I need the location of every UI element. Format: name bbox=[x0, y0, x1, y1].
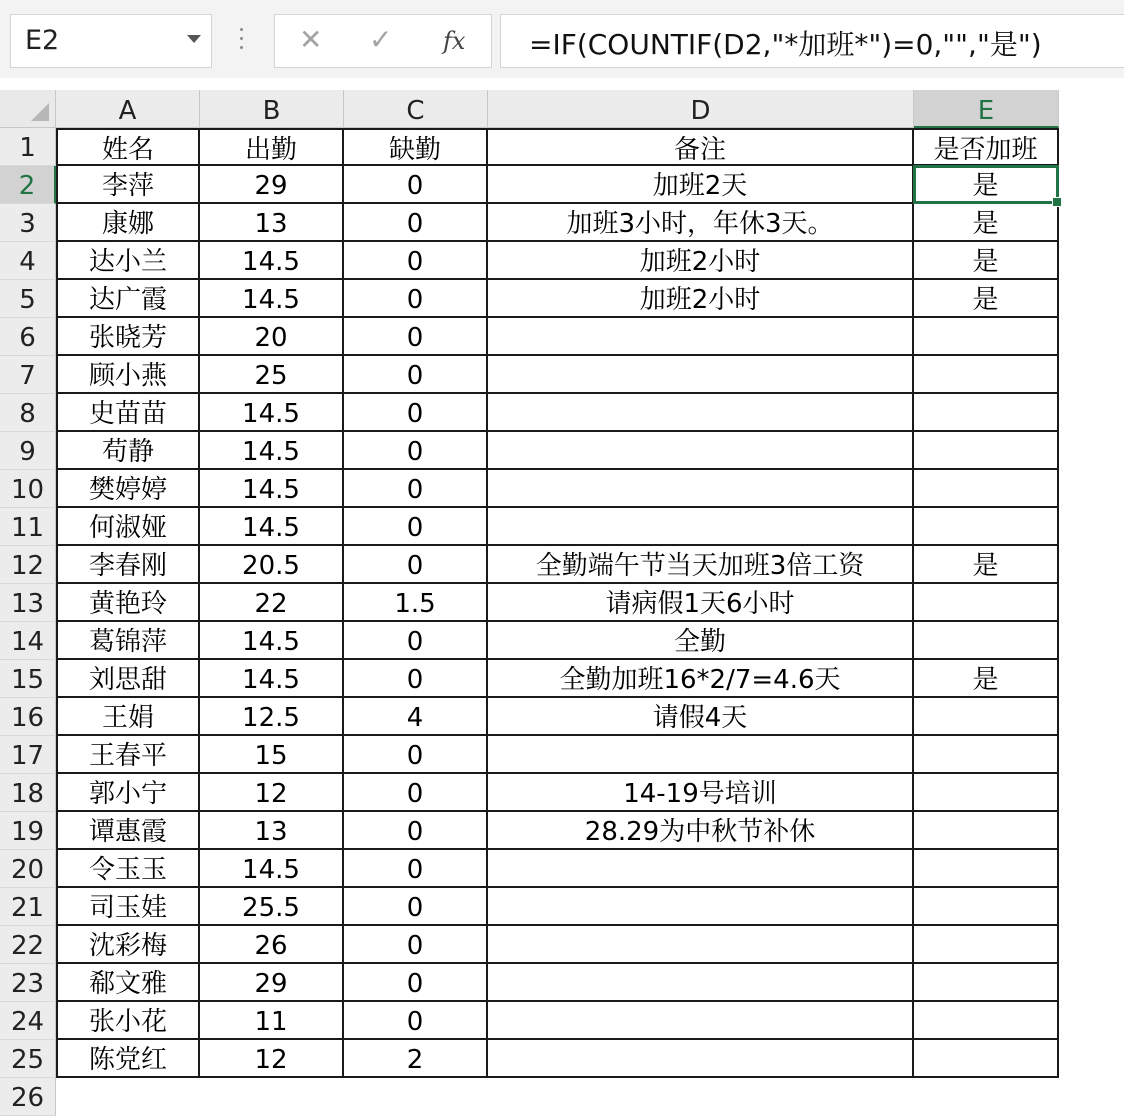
cell-a26[interactable] bbox=[56, 1078, 200, 1116]
cell-e12[interactable]: 是 bbox=[914, 546, 1059, 584]
cell-d21[interactable] bbox=[488, 888, 914, 926]
cell-c9[interactable]: 0 bbox=[344, 432, 488, 470]
row-header-6[interactable]: 6 bbox=[0, 318, 56, 356]
cell-e23[interactable] bbox=[914, 964, 1059, 1002]
cell-e19[interactable] bbox=[914, 812, 1059, 850]
cell-b21[interactable]: 25.5 bbox=[200, 888, 344, 926]
cell-c1[interactable]: 缺勤 bbox=[344, 128, 488, 166]
formula-bar bbox=[0, 0, 1124, 78]
row-header-24[interactable]: 24 bbox=[0, 1002, 56, 1040]
row-header-8[interactable]: 8 bbox=[0, 394, 56, 432]
select-all-icon bbox=[31, 103, 49, 121]
row-header-7[interactable]: 7 bbox=[0, 356, 56, 394]
cell-c2[interactable]: 0 bbox=[344, 166, 488, 204]
cell-d14[interactable]: 全勤 bbox=[488, 622, 914, 660]
insert-function-icon[interactable]: fx bbox=[443, 27, 466, 55]
row-header-13[interactable]: 13 bbox=[0, 584, 56, 622]
cell-b20[interactable]: 14.5 bbox=[200, 850, 344, 888]
row-header-26[interactable]: 26 bbox=[0, 1078, 56, 1116]
cell-a9[interactable]: 苟静 bbox=[56, 432, 200, 470]
cell-e18[interactable] bbox=[914, 774, 1059, 812]
row-header-19[interactable]: 19 bbox=[0, 812, 56, 850]
row-header-15[interactable]: 15 bbox=[0, 660, 56, 698]
cell-d23[interactable] bbox=[488, 964, 914, 1002]
row-header-25[interactable]: 25 bbox=[0, 1040, 56, 1078]
row-header-11[interactable]: 11 bbox=[0, 508, 56, 546]
cell-a1[interactable]: 姓名 bbox=[56, 128, 200, 166]
cell-a8[interactable]: 史苗苗 bbox=[56, 394, 200, 432]
row-header-14[interactable]: 14 bbox=[0, 622, 56, 660]
cell-b13[interactable]: 22 bbox=[200, 584, 344, 622]
cell-c26[interactable] bbox=[344, 1078, 488, 1116]
cell-e16[interactable] bbox=[914, 698, 1059, 736]
cell-d17[interactable] bbox=[488, 736, 914, 774]
row-header-16[interactable]: 16 bbox=[0, 698, 56, 736]
cell-d22[interactable] bbox=[488, 926, 914, 964]
cell-d16[interactable]: 请假4天 bbox=[488, 698, 914, 736]
cell-b3[interactable]: 13 bbox=[200, 204, 344, 242]
cell-e9[interactable] bbox=[914, 432, 1059, 470]
cell-e8[interactable] bbox=[914, 394, 1059, 432]
cell-b23[interactable]: 29 bbox=[200, 964, 344, 1002]
drag-handle-icon[interactable] bbox=[240, 28, 244, 52]
cell-d26[interactable] bbox=[488, 1078, 914, 1116]
cell-b9[interactable]: 14.5 bbox=[200, 432, 344, 470]
column-header-d[interactable]: D bbox=[488, 90, 914, 128]
cell-e26[interactable] bbox=[914, 1078, 1059, 1116]
cell-d12[interactable]: 全勤端午节当天加班3倍工资 bbox=[488, 546, 914, 584]
cell-e3[interactable]: 是 bbox=[914, 204, 1059, 242]
cell-e20[interactable] bbox=[914, 850, 1059, 888]
cell-d9[interactable] bbox=[488, 432, 914, 470]
cell-a22[interactable]: 沈彩梅 bbox=[56, 926, 200, 964]
cell-e4[interactable]: 是 bbox=[914, 242, 1059, 280]
column-header-c[interactable]: C bbox=[344, 90, 488, 128]
cell-b14[interactable]: 14.5 bbox=[200, 622, 344, 660]
cell-e13[interactable] bbox=[914, 584, 1059, 622]
cell-c22[interactable]: 0 bbox=[344, 926, 488, 964]
cell-b12[interactable]: 20.5 bbox=[200, 546, 344, 584]
column-header-b[interactable]: B bbox=[200, 90, 344, 128]
cell-a11[interactable]: 何淑娅 bbox=[56, 508, 200, 546]
cell-b10[interactable]: 14.5 bbox=[200, 470, 344, 508]
cell-e21[interactable] bbox=[914, 888, 1059, 926]
cell-e22[interactable] bbox=[914, 926, 1059, 964]
cell-a24[interactable]: 张小花 bbox=[56, 1002, 200, 1040]
cell-b15[interactable]: 14.5 bbox=[200, 660, 344, 698]
row-header-5[interactable]: 5 bbox=[0, 280, 56, 318]
cell-a17[interactable]: 王春平 bbox=[56, 736, 200, 774]
cell-b4[interactable]: 14.5 bbox=[200, 242, 344, 280]
cell-c17[interactable]: 0 bbox=[344, 736, 488, 774]
row-header-17[interactable]: 17 bbox=[0, 736, 56, 774]
cell-a13[interactable]: 黄艳玲 bbox=[56, 584, 200, 622]
cell-b11[interactable]: 14.5 bbox=[200, 508, 344, 546]
name-box-value: E2 bbox=[25, 25, 60, 56]
row-header-20[interactable]: 20 bbox=[0, 850, 56, 888]
row-header-23[interactable]: 23 bbox=[0, 964, 56, 1002]
cell-c15[interactable]: 0 bbox=[344, 660, 488, 698]
cell-d25[interactable] bbox=[488, 1040, 914, 1078]
cell-d6[interactable] bbox=[488, 318, 914, 356]
cell-a4[interactable]: 达小兰 bbox=[56, 242, 200, 280]
cell-e25[interactable] bbox=[914, 1040, 1059, 1078]
row-header-10[interactable]: 10 bbox=[0, 470, 56, 508]
formula-buttons bbox=[274, 14, 492, 68]
cell-c6[interactable]: 0 bbox=[344, 318, 488, 356]
row-header-12[interactable]: 12 bbox=[0, 546, 56, 584]
cell-a6[interactable]: 张晓芳 bbox=[56, 318, 200, 356]
row-header-1[interactable]: 1 bbox=[0, 128, 56, 166]
cell-b5[interactable]: 14.5 bbox=[200, 280, 344, 318]
cell-a10[interactable]: 樊婷婷 bbox=[56, 470, 200, 508]
cell-d2[interactable]: 加班2天 bbox=[488, 166, 914, 204]
cell-d18[interactable]: 14-19号培训 bbox=[488, 774, 914, 812]
row-header-3[interactable]: 3 bbox=[0, 204, 56, 242]
row-header-2[interactable]: 2 bbox=[0, 166, 56, 204]
cell-c4[interactable]: 0 bbox=[344, 242, 488, 280]
cell-b17[interactable]: 15 bbox=[200, 736, 344, 774]
cell-b16[interactable]: 12.5 bbox=[200, 698, 344, 736]
cell-c23[interactable]: 0 bbox=[344, 964, 488, 1002]
cell-e14[interactable] bbox=[914, 622, 1059, 660]
cell-d5[interactable]: 加班2小时 bbox=[488, 280, 914, 318]
cell-c21[interactable]: 0 bbox=[344, 888, 488, 926]
cell-d13[interactable]: 请病假1天6小时 bbox=[488, 584, 914, 622]
cell-a2[interactable]: 李萍 bbox=[56, 166, 200, 204]
cell-b18[interactable]: 12 bbox=[200, 774, 344, 812]
cell-c7[interactable]: 0 bbox=[344, 356, 488, 394]
cell-e7[interactable] bbox=[914, 356, 1059, 394]
cell-c11[interactable]: 0 bbox=[344, 508, 488, 546]
cell-d7[interactable] bbox=[488, 356, 914, 394]
cell-e2[interactable]: 是 bbox=[914, 166, 1059, 204]
cell-e6[interactable] bbox=[914, 318, 1059, 356]
cell-b8[interactable]: 14.5 bbox=[200, 394, 344, 432]
cell-c20[interactable]: 0 bbox=[344, 850, 488, 888]
cell-c12[interactable]: 0 bbox=[344, 546, 488, 584]
cell-a25[interactable]: 陈党红 bbox=[56, 1040, 200, 1078]
cell-d19[interactable]: 28.29为中秋节补休 bbox=[488, 812, 914, 850]
cell-d3[interactable]: 加班3小时，年休3天。 bbox=[488, 204, 914, 242]
cell-e5[interactable]: 是 bbox=[914, 280, 1059, 318]
cell-b1[interactable]: 出勤 bbox=[200, 128, 344, 166]
chevron-down-icon[interactable] bbox=[187, 35, 201, 43]
cell-c5[interactable]: 0 bbox=[344, 280, 488, 318]
cell-c8[interactable]: 0 bbox=[344, 394, 488, 432]
cell-d1[interactable]: 备注 bbox=[488, 128, 914, 166]
cell-a12[interactable]: 李春刚 bbox=[56, 546, 200, 584]
row-header-4[interactable]: 4 bbox=[0, 242, 56, 280]
cell-c13[interactable]: 1.5 bbox=[344, 584, 488, 622]
cell-a23[interactable]: 郗文雅 bbox=[56, 964, 200, 1002]
cell-d10[interactable] bbox=[488, 470, 914, 508]
row-header-9[interactable]: 9 bbox=[0, 432, 56, 470]
cancel-icon[interactable]: ✕ bbox=[299, 23, 323, 56]
cell-d20[interactable] bbox=[488, 850, 914, 888]
cell-d24[interactable] bbox=[488, 1002, 914, 1040]
row-header-22[interactable]: 22 bbox=[0, 926, 56, 964]
cell-c24[interactable]: 0 bbox=[344, 1002, 488, 1040]
cell-e24[interactable] bbox=[914, 1002, 1059, 1040]
cell-d8[interactable] bbox=[488, 394, 914, 432]
cell-e1[interactable]: 是否加班 bbox=[914, 128, 1059, 166]
column-header-a[interactable]: A bbox=[56, 90, 200, 128]
cell-c16[interactable]: 4 bbox=[344, 698, 488, 736]
cell-a16[interactable]: 王娟 bbox=[56, 698, 200, 736]
cell-b26[interactable] bbox=[200, 1078, 344, 1116]
select-all-corner[interactable] bbox=[0, 90, 56, 128]
cell-c18[interactable]: 0 bbox=[344, 774, 488, 812]
cell-a7[interactable]: 顾小燕 bbox=[56, 356, 200, 394]
cell-d15[interactable]: 全勤加班16*2/7=4.6天 bbox=[488, 660, 914, 698]
cell-b2[interactable]: 29 bbox=[200, 166, 344, 204]
formula-input[interactable] bbox=[500, 14, 1124, 68]
cell-b6[interactable]: 20 bbox=[200, 318, 344, 356]
column-header-e[interactable]: E bbox=[914, 90, 1059, 128]
check-icon[interactable]: ✓ bbox=[369, 23, 393, 56]
cell-a5[interactable]: 达广霞 bbox=[56, 280, 200, 318]
cell-c19[interactable]: 0 bbox=[344, 812, 488, 850]
cell-b19[interactable]: 13 bbox=[200, 812, 344, 850]
cell-b22[interactable]: 26 bbox=[200, 926, 344, 964]
cell-b7[interactable]: 25 bbox=[200, 356, 344, 394]
row-header-21[interactable]: 21 bbox=[0, 888, 56, 926]
cell-a15[interactable]: 刘思甜 bbox=[56, 660, 200, 698]
cell-e10[interactable] bbox=[914, 470, 1059, 508]
cell-a19[interactable]: 谭惠霞 bbox=[56, 812, 200, 850]
cell-a14[interactable]: 葛锦萍 bbox=[56, 622, 200, 660]
cell-d11[interactable] bbox=[488, 508, 914, 546]
row-header-18[interactable]: 18 bbox=[0, 774, 56, 812]
cell-a21[interactable]: 司玉娃 bbox=[56, 888, 200, 926]
cell-c3[interactable]: 0 bbox=[344, 204, 488, 242]
formula-text: =IF(COUNTIF(D2,"*加班*")=0,"","是") bbox=[529, 28, 1042, 61]
cell-e17[interactable] bbox=[914, 736, 1059, 774]
cell-b25[interactable]: 12 bbox=[200, 1040, 344, 1078]
cell-c10[interactable]: 0 bbox=[344, 470, 488, 508]
cell-a3[interactable]: 康娜 bbox=[56, 204, 200, 242]
cell-e15[interactable]: 是 bbox=[914, 660, 1059, 698]
cell-c14[interactable]: 0 bbox=[344, 622, 488, 660]
cell-c25[interactable]: 2 bbox=[344, 1040, 488, 1078]
cell-a18[interactable]: 郭小宁 bbox=[56, 774, 200, 812]
cell-b24[interactable]: 11 bbox=[200, 1002, 344, 1040]
cell-e11[interactable] bbox=[914, 508, 1059, 546]
cell-a20[interactable]: 令玉玉 bbox=[56, 850, 200, 888]
cell-d4[interactable]: 加班2小时 bbox=[488, 242, 914, 280]
name-box[interactable] bbox=[10, 14, 212, 68]
